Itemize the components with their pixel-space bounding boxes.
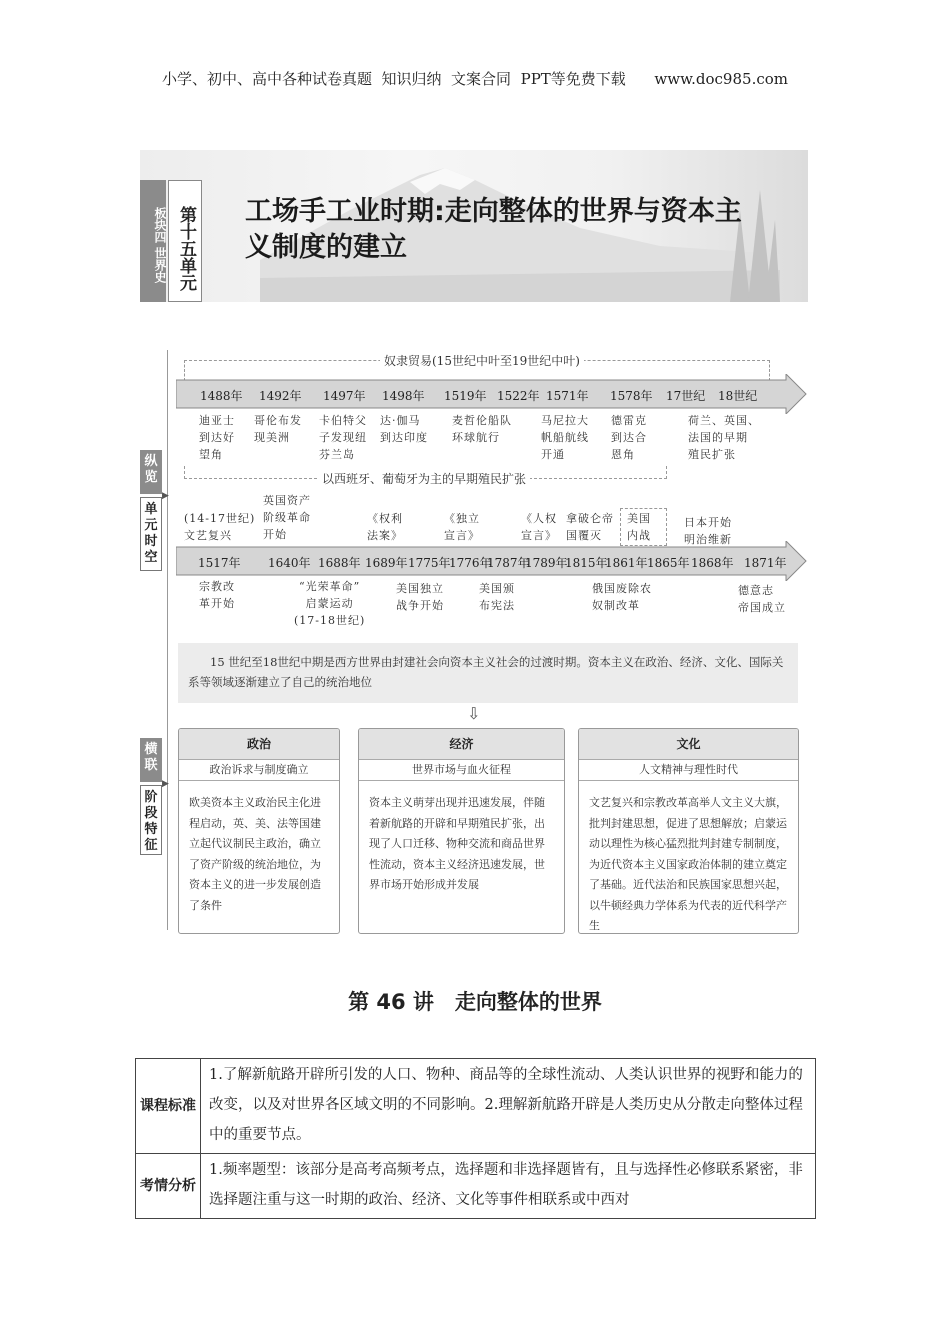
label-danyuan-shikong: 单元时空	[140, 497, 162, 571]
row-label: 考情分析	[136, 1154, 201, 1219]
year-label: 1787年	[487, 556, 530, 570]
event-text: 英国资产 阶级革命 开始	[263, 494, 311, 541]
year-label: 17世纪	[666, 389, 706, 403]
event-text: 《人权 宣言》	[521, 512, 557, 542]
event-text: 麦哲伦船队 环球航行	[452, 414, 512, 444]
event-text: 哥伦布发 现美洲	[254, 414, 302, 444]
event-text: 日本开始 明治维新	[684, 516, 732, 546]
event-text: 《权利 法案》	[367, 512, 403, 542]
year-label: 1689年	[365, 556, 408, 570]
year-label: 1522年	[497, 389, 540, 403]
event-text: “光荣革命” 启蒙运动 (17-18世纪)	[294, 580, 366, 627]
year-label: 1519年	[444, 389, 487, 403]
year-label: 1865年	[647, 556, 690, 570]
label-jieduan-tezheng: 阶段特征	[140, 785, 162, 855]
event-text: (14-17世纪) 文艺复兴	[184, 512, 256, 542]
unit-number: 第十五单元	[168, 180, 202, 302]
year-label: 1498年	[382, 389, 425, 403]
event-text: 拿破仑帝 国覆灭	[566, 512, 614, 542]
side-guide-line	[167, 350, 168, 930]
row-text: 1.频率题型：该部分是高考高频考点，选择题和非选择题皆有，且与选择性必修联系紧密，非选择题注重与这一时期的政治、经济、文化等事件相联系或中西对	[201, 1154, 816, 1219]
event-text: 德雷克 到达合 恩角	[611, 414, 647, 461]
event-text: 宗教改 革开始	[199, 580, 235, 610]
event-text: 达·伽马 到达印度	[380, 414, 428, 444]
event-text: 迪亚士 到达好 望角	[199, 414, 235, 461]
event-text: 卡伯特父 子发现纽 芬兰岛	[319, 414, 367, 461]
card-body: 欧美资本主义政治民主化进程启动，英、美、法等国建立起代议制民主政治，确立了资产阶级的统治地位，为资本主义的进一步发展创造了条件	[189, 796, 321, 912]
event-text: 马尼拉大 帆船航线 开通	[541, 414, 589, 461]
year-label: 1571年	[546, 389, 589, 403]
pointer-icon: ▶	[162, 491, 169, 501]
card-title: 政治	[179, 729, 339, 760]
period-summary: 15 世纪至18世纪中期是西方世界由封建社会向资本主义社会的过渡时期。资本主义在政治、经济、文化、国际关系等领域逐渐建立了自己的统治地位	[178, 643, 798, 703]
unit-title: 工场手工业时期:走向整体的世界与资本主义制度的建立	[245, 196, 742, 263]
year-label: 1775年	[408, 556, 451, 570]
colonial-label: 以西班牙、葡萄牙为主的早期殖民扩张	[318, 470, 530, 487]
event-text: 俄国废除农 奴制改革	[592, 582, 652, 612]
year-label: 1868年	[691, 556, 734, 570]
card-body: 文艺复兴和宗教改革高举人文主义大旗，批判封建思想，促进了思想解放；启蒙运动以理性为核心猛烈批判封建专制制度，为近代资本主义国家政治体制的建立奠定了基础。近代法治和民族国家思想兴起，以牛顿经典力学体系为代表的近代科学产生	[589, 796, 787, 932]
label-zonglan: 纵览	[140, 450, 162, 494]
down-arrow-icon: ⇩	[467, 704, 481, 723]
event-text: 《独立 宣言》	[444, 512, 480, 542]
event-text: 美国 内战	[627, 512, 651, 542]
row-text: 1.了解新航路开辟所引发的人口、物种、商品等的全球性流动、人类认识世界的视野和能力的改变，以及对世界各区域文明的不同影响。2.理解新航路开辟是人类历史从分散走向整体过程中的重要节点。	[201, 1059, 816, 1154]
year-label: 1517年	[198, 556, 241, 570]
event-text: 德意志 帝国成立	[738, 584, 786, 614]
event-text: 美国独立 战争开始	[396, 582, 444, 612]
year-label: 1688年	[318, 556, 361, 570]
card-body: 资本主义萌芽出现并迅速发展，伴随着新航路的开辟和早期殖民扩张，出现了人口迁移、物种交流和商品世界性流动，资本主义经济迅速发展，世界市场开始形成并发展	[369, 796, 545, 891]
year-label: 1861年	[605, 556, 648, 570]
card-subtitle: 世界市场与血火征程	[359, 760, 564, 781]
card-culture	[578, 728, 799, 934]
course-standard-table	[135, 1058, 816, 1219]
year-label: 1492年	[259, 389, 302, 403]
section-tag: 板块四 世界史	[140, 180, 166, 302]
year-label: 1815年	[565, 556, 608, 570]
card-title: 经济	[359, 729, 564, 760]
year-label: 18世纪	[718, 389, 758, 403]
year-label: 1776年	[449, 556, 492, 570]
event-text: 美国颁 布宪法	[479, 582, 515, 612]
page-header: 小学、初中、高中各种试卷真题 知识归纳 文案合同 PPT等免费下载 www.doc985.com	[161, 70, 788, 88]
year-label: 1871年	[744, 556, 787, 570]
year-label: 1497年	[323, 389, 366, 403]
card-subtitle: 人文精神与理性时代	[579, 760, 798, 781]
table-row	[136, 1154, 816, 1219]
card-politics	[178, 728, 340, 934]
year-label: 1488年	[200, 389, 243, 403]
card-subtitle: 政治诉求与制度确立	[179, 760, 339, 781]
event-text: 荷兰、英国、 法国的早期 殖民扩张	[688, 414, 760, 461]
unit-banner	[140, 150, 808, 302]
card-title: 文化	[579, 729, 798, 760]
year-label: 1578年	[610, 389, 653, 403]
lecture-title: 第 46 讲 走向整体的世界	[348, 990, 602, 1014]
slave-trade-label: 奴隶贸易(15世纪中叶至19世纪中叶)	[380, 352, 584, 369]
label-henglian: 横联	[140, 738, 162, 782]
row-label: 课程标准	[136, 1059, 201, 1154]
pointer-icon-2: ▶	[162, 779, 169, 789]
year-label: 1789年	[525, 556, 568, 570]
table-row	[136, 1059, 816, 1154]
card-economy	[358, 728, 565, 934]
year-label: 1640年	[268, 556, 311, 570]
